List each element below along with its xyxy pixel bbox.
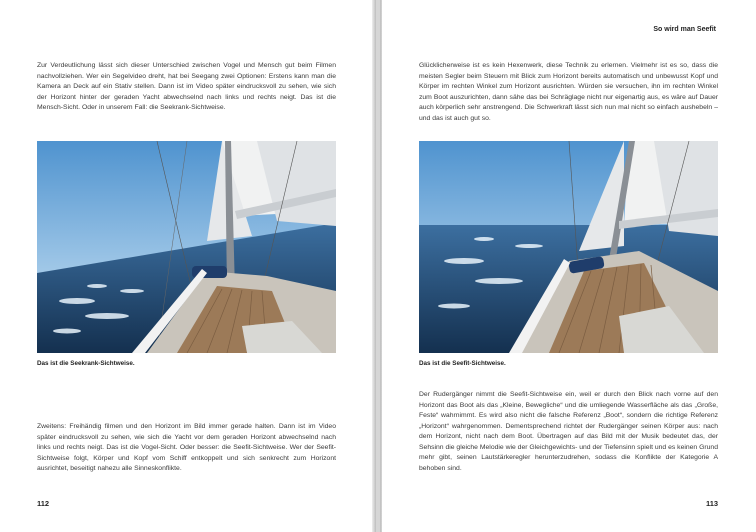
photo-seefit: [419, 141, 718, 353]
right-photo-caption: Das ist die Seefit-Sichtweise.: [419, 360, 506, 367]
right-page: [382, 0, 756, 532]
left-page-number: 112: [37, 499, 50, 508]
left-photo-caption: Das ist die Seekrank-Sichtweise.: [37, 360, 135, 367]
right-paragraph-1: Glücklicherweise ist es kein Hexenwerk, diese Technik zu erlernen. Vielmehr ist es so, dass die meisten Segler beim Steuern mit Blick zum Horizont bereits automatisch und unbewusst Kopf und Körper im rechten Winkel zum Horizont ausrichten. Würden sie versuchen, ihn im rechten Winkel zum Boot auszurichten, dann sähe das bei Schräglage nicht nur eigenartig aus, es wäre auf Dauer auch körperlich sehr anstrengend. Die Schwerkraft lässt sich nun mal nicht so einfach aushebeln – und das ist auch gut so.: [419, 62, 718, 122]
sailboat-level-horizon-image: [419, 141, 718, 353]
running-header: So wird man Seefit: [653, 26, 716, 33]
left-page: [0, 0, 374, 532]
left-paragraph-2: Zweitens: Freihändig filmen und den Horizont im Bild immer gerade halten. Dann ist im Video später eindrucksvoll zu sehen, wie sich die Yacht vor dem geraden Horizont abwechselnd nach links und rechts neigt. Das ist die Vogel-Sicht. Oder besser: die Seefit-Sichtweise. Wer der Seefit-Sichtweise folgt, Körper und Kopf vom Schiff entkoppelt und sich senkrecht zum Horizont ausrichtet, beseitigt nahezu alle Sinneskonflikte.: [37, 423, 336, 472]
sailboat-tilted-horizon-image: [37, 141, 336, 353]
right-paragraph-2: Der Rudergänger nimmt die Seefit-Sichtweise ein, weil er durch den Blick nach vorne auf den Horizont das Boot als das „Kleine, Bewegliche“ und die umliegende Wasserfläche als das „Große, Feste“ wahrnimmt. Es wird also nicht die falsche Referenz „Boot“, sondern die richtige Referenz „Horizont“ wahrgenommen. Dementsprechend richtet der Rudergänger seinen Körper aus: nach dem Horizont, nicht nach dem Boot. Übertragen auf das Bild mit der Musik bedeutet das, der Sehsinn die gleiche Melodie wie der Gleichgewichts- und der Tiefensinn spielt und es keinen Grund mehr gibt, seinen Lautstärkeregler herunterzudrehen, sodass die Konflikte der Kategorie A behoben sind.: [419, 391, 718, 472]
left-paragraph-1: Zur Verdeutlichung lässt sich dieser Unterschied zwischen Vogel und Mensch gut beim Filmen nachvollziehen. Wer ein Segelvideo dreht, hat bei Seegang zwei Optionen: Erstens kann man die Kamera an Deck auf ein Stativ stellen. Dann ist im Video später eindrucksvoll zu sehen, wie sich der Horizont hinter der geraden Yacht abwechselnd nach links und rechts neigt. Das ist die Mensch-Sicht. Oder in unserem Fall: die Seekrank-Sichtweise.: [37, 62, 336, 111]
photo-seekrank: [37, 141, 336, 353]
right-page-number: 113: [706, 499, 719, 508]
left-gutter-shadow: [372, 0, 376, 532]
